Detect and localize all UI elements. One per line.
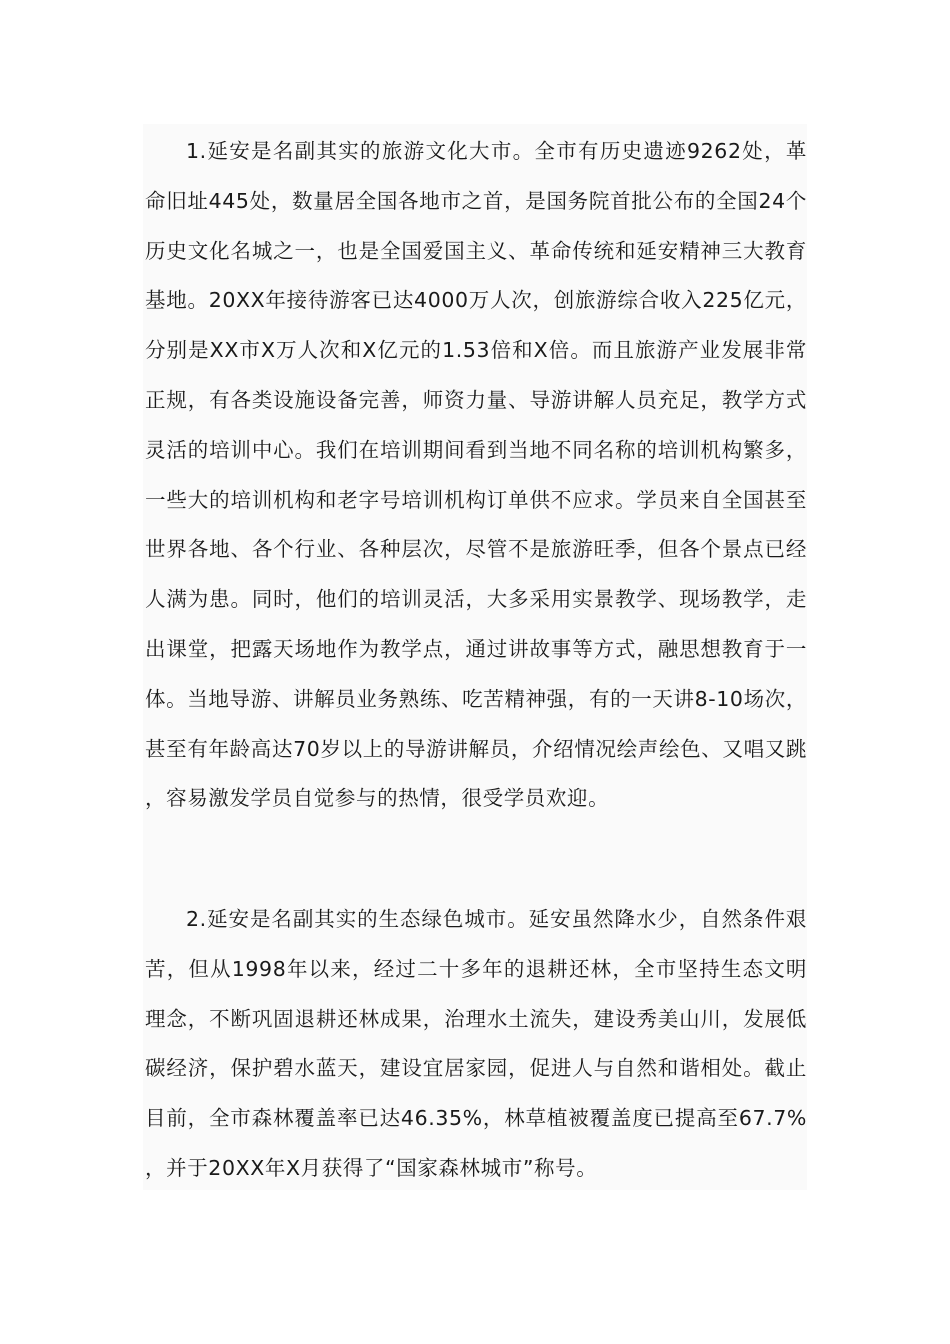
paragraph-tourism-culture: 1.延安是名副其实的旅游文化大市。全市有历史遗迹9262处，革命旧址445处，数量居全国各地市之首，是国务院首批公布的全国24个历史文化名城之一，也是全国爱国主义、革命传统和延安精神三大教育基地。20XX年接待游客已达4000万人次，创旅游综合收入225亿元，分别是XX市X万人次和X亿元的1.53倍和X倍。而且旅游产业发展非常正规，有各类设施设备完善，师资力量、导游讲解人员充足，教学方式灵活的培训中心。我们在培训期间看到当地不同名称的培训机构繁多，一些大的培训机构和老字号培训机构订单供不应求。学员来自全国甚至世界各地、各个行业、各种层次，尽管不是旅游旺季，但各个景点已经人满为患。同时，他们的培训灵活，大多采用实景教学、现场教学，走出课堂，把露天场地作为教学点，通过讲故事等方式，融思想教育于一体。当地导游、讲解员业务熟练、吃苦精神强，有的一天讲8-10场次，甚至有年龄高达70岁以上的导游讲解员，介绍情况绘声绘色、又唱又跳，容易激发学员自觉参与的热情，很受学员欢迎。 (145, 139, 807, 811)
paragraph-ecology-green-city: 2.延安是名副其实的生态绿色城市。延安虽然降水少，自然条件艰苦，但从1998年以来，经过二十多年的退耕还林，全市坚持生态文明理念，不断巩固退耕还林成果，治理水土流失，建设秀美山川，发展低碳经济，保护碧水蓝天，建设宜居家园，促进人与自然和谐相处。截止目前，全市森林覆盖率已达46.35%，林草植被覆盖度已提高至67.7%，并于20XX年X月获得了“国家森林城市”称号。 (145, 907, 807, 1180)
document-body (143, 124, 807, 1190)
